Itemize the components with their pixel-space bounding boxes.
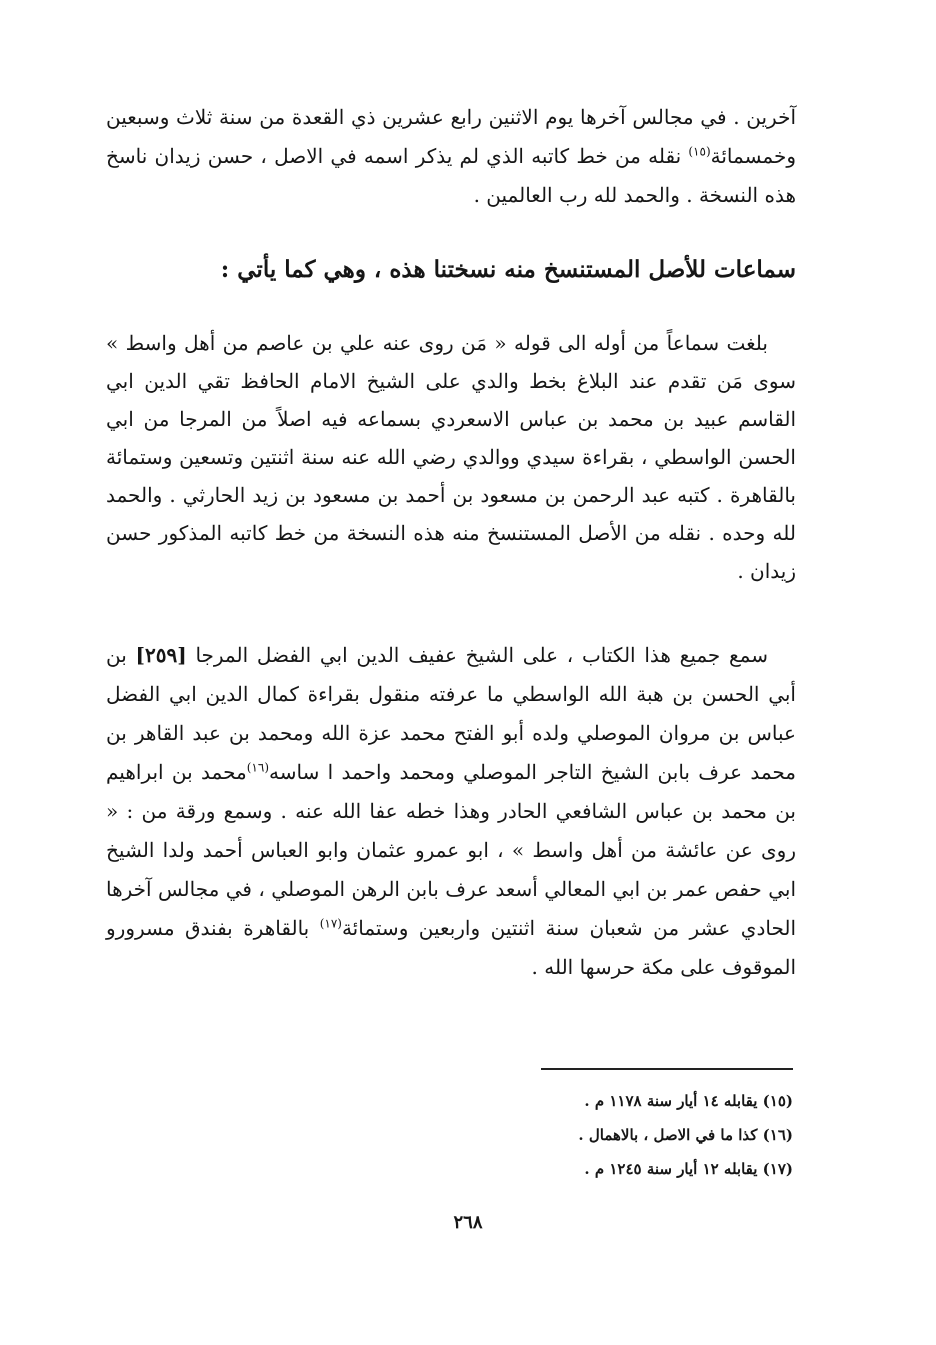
- footnote-ref-16: (١٦): [246, 760, 269, 775]
- footnote-16: (١٦) كذا ما في الاصل ، بالاهمال .: [578, 1126, 793, 1144]
- folio-marker: [٢٥٩]: [135, 643, 187, 667]
- intro-text-continued: نقله من خط كاتبه الذي لم يذكر اسمه في الاصل ، حسن زيدان ناسخ هذه النسخة . والحمد لله رب العالمين .: [106, 144, 796, 207]
- footnote-15: (١٥) يقابله ١٤ أيار سنة ١١٧٨ م .: [584, 1092, 793, 1110]
- footnote-ref-15: (١٥): [688, 144, 711, 159]
- paragraph-text-part-1: سمع جميع هذا الكتاب ، على الشيخ عفيف الدين ابي الفضل المرجا: [186, 643, 768, 667]
- footnotes: [393, 1084, 793, 1186]
- footnote-divider: [541, 1068, 793, 1070]
- first-audition-paragraph: بلغت سماعاً من أوله الى قوله « مَن روى عنه علي بن عاصم من أهل واسط » سوى مَن تقدم عند البلاغ بخط والدي على الشيخ الامام الحافظ تقي الدين ابي القاسم عبيد بن محمد بن عباس الاسعردي بسماعه فيه اصلاً من المرجا من ابي الحسن الواسطي ، بقراءة سيدي ووالدي رضي الله عنه سنة اثنتين وتسعين وستمائة بالقاهرة . كتبه عبد الرحمن بن مسعود بن أحمد بن مسعود بن زيد الحارثي . والحمد لله وحده . نقله من الأصل المستنسخ منه هذه النسخة من خط كاتبه المذكور حسن زيدان .: [106, 331, 796, 583]
- page-number: ٢٦٨: [453, 1212, 483, 1233]
- paragraph-text-part-3: محمد بن ابراهيم بن محمد بن عباس الشافعي الحادر وهذا خطه عفا الله عنه . وسمع ورقة من : « روى عن عائشة من أهل واسط » ، ابو عمرو عثمان وابو العباس أحمد ولدا الشيخ ابي حفص عمر بن ابي المعالي أسعد عرف بابن الرهن الموصلي ، في مجالس آخرها الحادي عشر من شعبان سنة اثنتين واربعين وستمائة: [106, 760, 796, 940]
- intro-paragraph: [106, 98, 796, 215]
- paragraph-text-part-2: بن أبي الحسن بن هبة الله الواسطي ما عرفته منقول بقراءة كمال الدين ابي الفضل عباس بن مروان الموصلي ولده أبو الفتح محمد عزة الله ومحمد بن عبد القاهر بن محمد عرف بابن الشيخ التاجر الموصلي ومحمد واحمد ا ساسه: [106, 643, 797, 784]
- footnote-17: (١٧) يقابله ١٢ أيار سنة ١٢٤٥ م .: [584, 1160, 793, 1178]
- paragraph-text-part-4: بالقاهرة بفندق مسرورو الموقوف على مكة حرسها الله .: [106, 916, 796, 979]
- intro-text: آخرين . في مجالس آخرها يوم الاثنين رابع عشرين ذي القعدة من سنة ثلاث وسبعين وخمسمائة: [106, 105, 797, 168]
- footnote-ref-17: (١٧): [319, 916, 342, 931]
- second-audition-paragraph: [106, 636, 796, 987]
- section-heading: سماعات للأصل المستنسخ منه نسختنا هذه ، وهي كما يأتي :: [220, 256, 796, 283]
